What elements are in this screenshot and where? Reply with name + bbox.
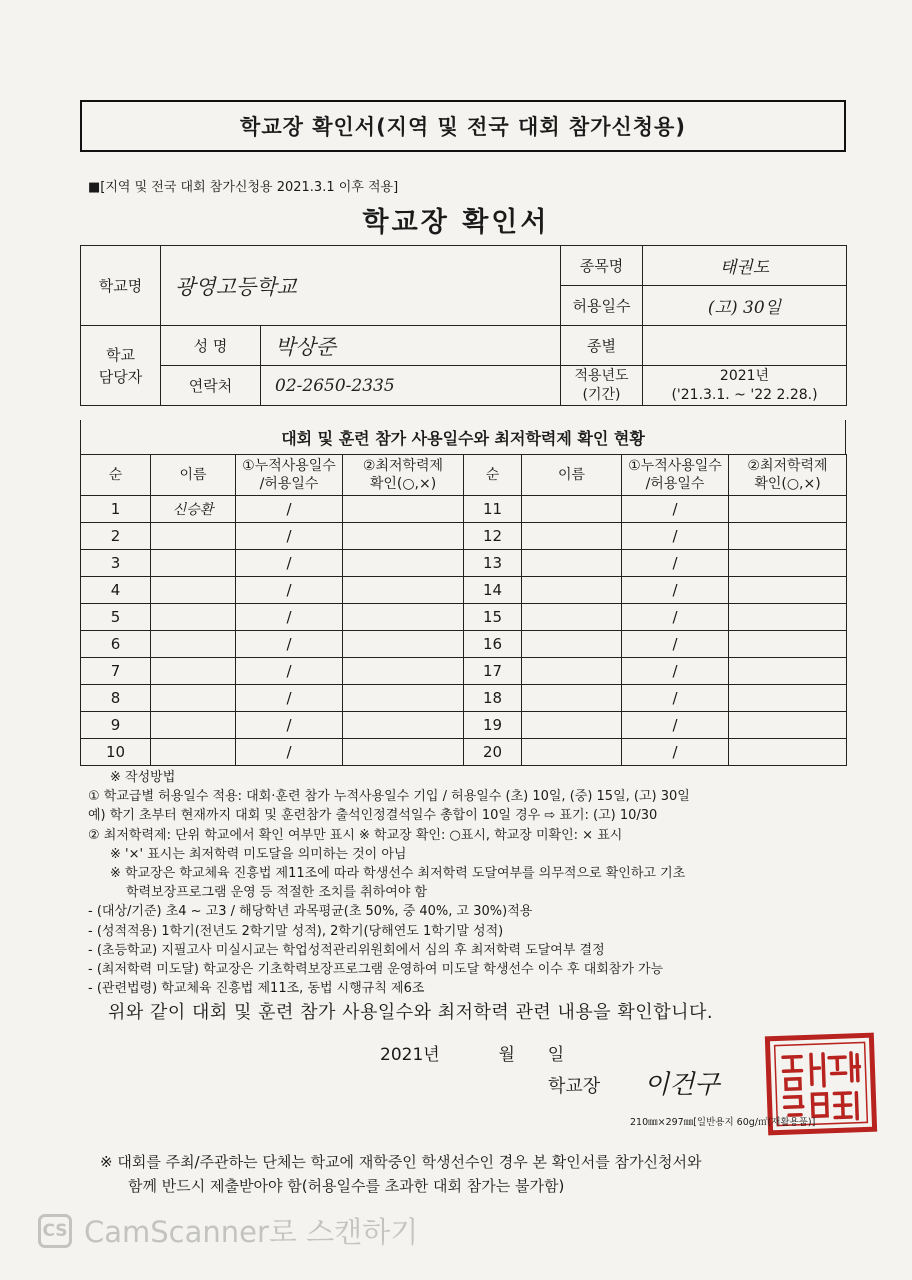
row-days: / [622, 631, 729, 658]
table-row [81, 550, 847, 577]
row-days: / [236, 523, 343, 550]
instruction-line: - (성적적용) 1학기(전년도 2학기말 성적), 2학기(당해연도 1학기말 성적) [88, 923, 504, 939]
row-days: / [236, 496, 343, 523]
row-check [343, 685, 464, 712]
header-check-left: ②최저학력제 확인(○,×) [343, 455, 464, 496]
row-no: 10 [81, 739, 151, 766]
row-no: 4 [81, 577, 151, 604]
instruction-line: - (관련법령) 학교체육 진흥법 제11조, 동법 시행규칙 제6조 [88, 981, 425, 997]
row-days: / [236, 712, 343, 739]
row-check [729, 658, 847, 685]
year-label: 적용년도 (기간) [561, 366, 643, 406]
header-days-left: ①누적사용일수 /허용일수 [236, 455, 343, 496]
row-name [522, 577, 622, 604]
header-no-left: 순 [81, 455, 151, 496]
instruction-line: 학력보장프로그램 운영 등 적절한 조치를 취하여야 함 [126, 885, 428, 901]
footer-line: ※ 대회를 주최/주관하는 단체는 학교에 재학중인 학생선수인 경우 본 확인서를 참가신청서와 [100, 1153, 702, 1171]
row-no: 17 [464, 658, 522, 685]
row-check [343, 712, 464, 739]
instruction-line: - (초등학교) 지필고사 미실시교는 학업성적관리위원회에서 심의 후 최저학력 도달여부 결정 [88, 942, 605, 958]
table-row [81, 523, 847, 550]
document-title: 학교장 확인서 [362, 207, 550, 238]
row-check [729, 550, 847, 577]
gender-value [643, 326, 847, 366]
row-days: / [622, 685, 729, 712]
row-name [151, 550, 236, 577]
table-row [81, 739, 847, 766]
row-days: / [236, 631, 343, 658]
row-days: / [622, 577, 729, 604]
row-name [522, 604, 622, 631]
row-days: / [236, 577, 343, 604]
row-name [522, 550, 622, 577]
row-check [343, 604, 464, 631]
row-no: 7 [81, 658, 151, 685]
row-days: / [236, 685, 343, 712]
row-check [343, 739, 464, 766]
row-days: / [622, 523, 729, 550]
sport-label: 종목명 [561, 246, 643, 286]
row-name [522, 739, 622, 766]
manager-label: 학교 담당자 [81, 326, 161, 406]
gender-label: 종별 [561, 326, 643, 366]
row-name [522, 685, 622, 712]
school-name-value: 광영고등학교 [161, 246, 561, 326]
school-label: 학교명 [81, 246, 161, 326]
allowed-days-value: (고) 30일 [643, 286, 847, 326]
row-name [151, 577, 236, 604]
row-days: / [622, 712, 729, 739]
row-check [729, 712, 847, 739]
footer-note [100, 1150, 701, 1198]
row-check [729, 523, 847, 550]
row-name [522, 523, 622, 550]
camscanner-logo-icon: CS [38, 1214, 72, 1248]
row-no: 15 [464, 604, 522, 631]
row-days: / [236, 604, 343, 631]
row-check [729, 496, 847, 523]
row-check [729, 685, 847, 712]
contact-value: 02-2650-2335 [261, 366, 561, 406]
header-name-right: 이름 [522, 455, 622, 496]
header-days-right: ①누적사용일수 /허용일수 [622, 455, 729, 496]
row-name [151, 631, 236, 658]
table-row [81, 604, 847, 631]
row-check [343, 577, 464, 604]
table-row [81, 496, 847, 523]
row-name [151, 739, 236, 766]
date-day: 일 [547, 1045, 565, 1065]
date-year: 2021년 [380, 1045, 440, 1065]
year-value: 2021년 [719, 367, 770, 384]
table-row [81, 631, 847, 658]
footer-line: 함께 반드시 제출받아야 함(허용일수를 초과한 대회 참가는 불가함) [128, 1177, 565, 1195]
row-no: 13 [464, 550, 522, 577]
row-name [151, 523, 236, 550]
row-name [522, 496, 622, 523]
row-no: 2 [81, 523, 151, 550]
manager-name-value: 박상준 [261, 326, 561, 366]
info-table [80, 245, 847, 406]
instruction-line: ② 최저학력제: 단위 학교에서 확인 여부만 표시 ※ 학교장 확인: ○표시, 학교장 미확인: × 표시 [88, 827, 623, 843]
row-no: 3 [81, 550, 151, 577]
row-days: / [622, 658, 729, 685]
row-no: 12 [464, 523, 522, 550]
row-check [343, 496, 464, 523]
application-note: ■[지역 및 전국 대회 참가신청용 2021.3.1 이후 적용] [88, 180, 399, 195]
confirmation-statement: 위와 같이 대회 및 훈련 참가 사용일수와 최저학력 관련 내용을 확인합니다. [108, 1002, 714, 1023]
instruction-line: 예) 학기 초부터 현재까지 대회 및 훈련참가 출석인정결석일수 총합이 10일 경우 ⇨ 표기: (고) 10/30 [88, 808, 658, 824]
row-check [729, 577, 847, 604]
instructions [88, 768, 858, 998]
row-days: / [236, 739, 343, 766]
paper-spec: 210㎜×297㎜[일반용지 60g/㎡(재활용품)] [630, 1117, 816, 1128]
row-days: / [622, 604, 729, 631]
banner-title: 학교장 확인서(지역 및 전국 대회 참가신청용) [80, 100, 846, 152]
period-value: ('21.3.1. ~ '22 2.28.) [671, 386, 818, 403]
header-no-right: 순 [464, 455, 522, 496]
sport-value: 태권도 [643, 246, 847, 286]
instruction-line: - (최저학력 미도달) 학교장은 기초학력보장프로그램 운영하여 미도달 학생선수 이수 후 대회참가 가능 [88, 962, 664, 978]
issue-date [380, 1040, 564, 1065]
table-row [81, 685, 847, 712]
row-days: / [236, 658, 343, 685]
row-check [729, 739, 847, 766]
instruction-line: ※ 학교장은 학교체육 진흥법 제11조에 따라 학생선수 최저학력 도달여부를 의무적으로 확인하고 기초 [110, 866, 686, 882]
principal-signature: 이건구 [644, 1070, 720, 1100]
header-name-left: 이름 [151, 455, 236, 496]
row-no: 11 [464, 496, 522, 523]
header-check-right: ②최저학력제 확인(○,×) [729, 455, 847, 496]
row-days: / [622, 739, 729, 766]
instruction-line: ① 학교급별 허용일수 적용: 대회·훈련 참가 누적사용일수 기입 / 허용일수 (초) 10일, (중) 15일, (고) 30일 [88, 789, 690, 805]
date-month: 월 [498, 1045, 515, 1065]
row-name [522, 712, 622, 739]
row-no: 5 [81, 604, 151, 631]
row-no: 18 [464, 685, 522, 712]
row-check [343, 631, 464, 658]
instruction-line: ※ '×' 표시는 최저학력 미도달을 의미하는 것이 아님 [110, 846, 407, 862]
row-no: 16 [464, 631, 522, 658]
row-days: / [622, 496, 729, 523]
instruction-heading: ※ 작성방법 [110, 770, 176, 785]
name-label: 성 명 [161, 326, 261, 366]
row-name [522, 631, 622, 658]
row-check [729, 604, 847, 631]
row-no: 8 [81, 685, 151, 712]
row-check [343, 523, 464, 550]
principal-label: 학교장 [548, 1076, 601, 1097]
row-name: 신승환 [151, 496, 236, 523]
row-no: 9 [81, 712, 151, 739]
roster-title: 대회 및 훈련 참가 사용일수와 최저학력제 확인 현황 [80, 420, 846, 454]
row-days: / [622, 550, 729, 577]
table-row [81, 712, 847, 739]
row-no: 1 [81, 496, 151, 523]
row-name [151, 604, 236, 631]
row-check [343, 658, 464, 685]
camscanner-watermark [38, 1210, 418, 1251]
instruction-line: - (대상/기준) 초4 ~ 고3 / 해당학년 과목평균(초 50%, 중 40%, 고 30%)적용 [88, 904, 533, 920]
row-days: / [236, 550, 343, 577]
contact-label: 연락처 [161, 366, 261, 406]
row-no: 14 [464, 577, 522, 604]
row-name [151, 658, 236, 685]
row-no: 20 [464, 739, 522, 766]
allowed-days-label: 허용일수 [561, 286, 643, 326]
row-name [522, 658, 622, 685]
row-check [343, 550, 464, 577]
row-check [729, 631, 847, 658]
watermark-text: CamScanner로 스캔하기 [84, 1215, 419, 1249]
roster-table [80, 454, 847, 766]
row-no: 19 [464, 712, 522, 739]
table-row [81, 577, 847, 604]
row-name [151, 685, 236, 712]
row-no: 6 [81, 631, 151, 658]
table-row [81, 658, 847, 685]
row-name [151, 712, 236, 739]
year-cell [643, 366, 847, 406]
